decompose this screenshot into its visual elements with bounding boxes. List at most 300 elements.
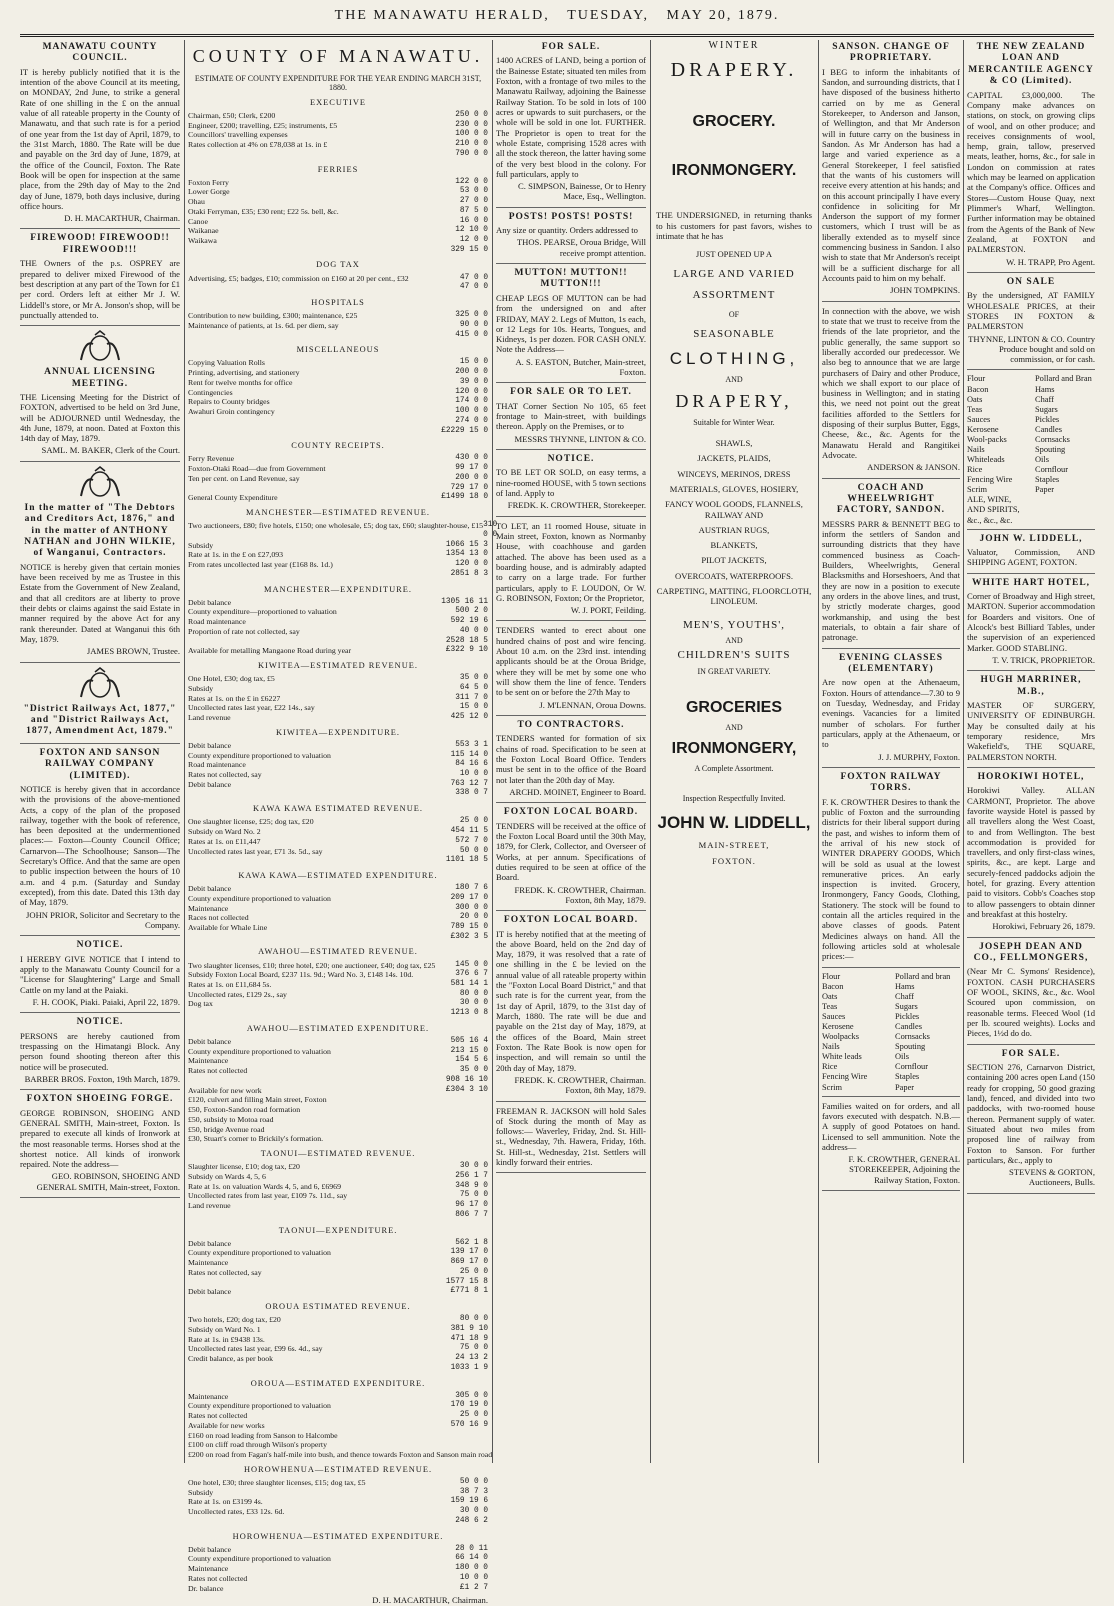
ledger-row xyxy=(188,607,488,617)
ad-heading: FOXTON SHOEING FORGE. xyxy=(26,1094,174,1105)
liddell-intro: THE UNDERSIGNED, in returning thanks to his customers for past favors, wishes to intimate that he has xyxy=(656,210,812,241)
ledger-row xyxy=(188,713,488,723)
winter-label: WINTER xyxy=(708,40,760,51)
ledger-amount: 763 12 7 xyxy=(450,779,488,788)
list-item: Pollard and Bran xyxy=(1035,374,1092,384)
ledger-item: Printing, advertising, and stationery xyxy=(188,368,300,378)
ledger-item: Waikawa xyxy=(188,236,217,246)
ad-heading: NOTICE. xyxy=(76,1017,124,1028)
liddell-name: JOHN W. LIDDELL, xyxy=(657,813,811,833)
ledger-row xyxy=(188,856,488,866)
ad-body: TO LET, an 11 roomed House, situate in Main street, Foxton, known as Normanby House, with coachhouse and garden attached. The above has been used as a boarding house, and is admirably adapted to carry on a large trade. For further particulars, apply to F. LOUDON, Or W. G. ROBINSON, Foxton; Or the Proprietor, xyxy=(496,520,646,603)
ad-signature: D. H. MACARTHUR, Chairman. xyxy=(64,213,180,224)
wholesale-list xyxy=(822,972,960,1093)
ledger-amount: £2229 15 0 xyxy=(441,426,488,435)
ledger-amount: 12 0 0 xyxy=(459,236,488,245)
list-item: Hams xyxy=(1035,384,1055,394)
advertisement xyxy=(822,1101,960,1192)
ledger-section-title: MISCELLANEOUS xyxy=(296,345,380,355)
ledger-row xyxy=(188,827,488,837)
list-item: Woolpacks xyxy=(822,1032,860,1042)
childrens-suits: CHILDREN'S SUITS xyxy=(677,649,791,662)
ledger-item: Rate at 1s. in £9438 13s. xyxy=(188,1334,265,1344)
royal-crest-icon xyxy=(73,667,127,701)
list-item: Spouting xyxy=(1035,445,1066,454)
list-item: White leads xyxy=(822,1052,862,1062)
ledger-item: Maintenance xyxy=(188,903,229,913)
ad-signature: J. M'LENNAN, Oroua Downs. xyxy=(539,699,646,710)
ad-body: IT is hereby publicly notified that it is the intention of the above Council at its meeting, on MONDAY, 2nd June, to strike a general Rate of one shilling in the £ on the annual value of all rateable property in the County of Manawatu, and that such rate is for a period of one year from the 1st day of April, 1879, to the 31st March, 1880. The Rate will be due and payable on the 3rd day of June, 1879, at the office of the Council, Foxton. The Rate Book will be open for inspection at the same place, from the 29th day of May to the 2nd day of June, 1879, both days inclusive, during office hours. xyxy=(20,66,180,211)
ledger-amount: 300 0 0 xyxy=(455,903,488,912)
ad-heading: FOR SALE. xyxy=(541,42,601,52)
ledger-item: Debit balance xyxy=(188,779,232,789)
ledger-section-title: MANCHESTER—EXPENDITURE. xyxy=(264,584,412,594)
ledger-amount: 35 0 0 xyxy=(459,1066,488,1075)
ledger-item: Debit balance xyxy=(188,740,232,750)
list-item: Oats xyxy=(967,394,983,404)
ledger-amount: 230 0 0 xyxy=(455,120,488,129)
ledger-row xyxy=(188,378,488,388)
ad-body: 1400 ACRES of LAND, being a portion of the Bainesse Estate; situated ten miles from Foxton, with a frontage of two miles to the Manawatu Railway, adjoining the Bainesse Railway Station. To be sold in lots of 100 acres or upwards to suit purchasers, or the whole will be sold in one lot. FURTHER. The Proprietor is open to treat for the whole Estate, comprising 1528 acres with all the stock thereon, the latter having some of the very best blood in the colony. For full particulars, apply to xyxy=(496,55,646,179)
ledger-section-title: FERRIES xyxy=(317,164,359,174)
advertisement xyxy=(20,940,180,1013)
ledger-section-title: EXECUTIVE xyxy=(310,97,366,107)
ledger-row xyxy=(188,674,488,684)
advertisement xyxy=(496,454,646,517)
and-label: AND xyxy=(725,375,743,385)
ledger-amount: 200 0 0 xyxy=(455,473,488,482)
drapery-item: CARPETING, MATTING, FLOORCLOTH, LINOLEUM. xyxy=(656,586,812,607)
ledger-amount xyxy=(436,1115,488,1125)
ledger-item xyxy=(188,331,436,341)
ledger-amount: 310 0 0 xyxy=(483,521,498,539)
ledger-row xyxy=(188,637,488,647)
ledger-row xyxy=(188,837,488,847)
ad-signature: W. H. TRAPP, Pro Agent. xyxy=(1006,256,1095,267)
ledger-section-title: AWAHOU—ESTIMATED REVENUE. xyxy=(258,947,418,957)
county-title: COUNTY OF MANAWATU. xyxy=(192,46,484,66)
ledger-amount: 99 17 0 xyxy=(455,464,488,473)
ledger-item: Subsidy xyxy=(188,1487,214,1497)
ad-signature: A. S. EASTON, Butcher, Main-street, Foxton. xyxy=(515,356,646,378)
ledger-row xyxy=(188,1009,488,1019)
advertisement xyxy=(496,387,646,450)
ledger-amount: 100 0 0 xyxy=(455,407,488,416)
ledger-amount: 789 15 0 xyxy=(450,922,488,931)
ledger-row xyxy=(188,1488,488,1498)
ledger xyxy=(188,97,498,1593)
advertisement xyxy=(967,534,1095,574)
masthead xyxy=(20,8,1094,37)
ledger-amount: £771 8 1 xyxy=(450,1287,488,1296)
column-6 xyxy=(967,40,1095,1463)
ledger-item: County expenditure proportioned to valuation xyxy=(188,750,331,760)
ledger-item: Subsidy xyxy=(188,540,214,550)
ledger-item xyxy=(188,150,436,160)
ledger-item: Rates at 1s. on the £ in £6227 xyxy=(188,693,281,703)
ad-heading: FOXTON LOCAL BOARD. xyxy=(503,807,639,818)
drapery-item: PILOT JACKETS, xyxy=(701,555,767,566)
ad-heading: SANSON. CHANGE OF PROPRIETARY. xyxy=(832,42,950,64)
ledger-item: Foxton-Otaki Road—due from Government xyxy=(188,464,326,474)
ledger-amount: 500 2 0 xyxy=(455,607,488,616)
winter-wear: Suitable for Winter Wear. xyxy=(693,418,775,428)
drapery-item: SHAWLS, xyxy=(715,437,753,448)
ledger-item: Rate at 1s. in the £ on £27,093 xyxy=(188,550,284,560)
ledger-amount: 200 0 0 xyxy=(455,368,488,377)
ledger-row xyxy=(188,904,488,914)
ledger-item: Land revenue xyxy=(188,713,231,722)
royal-crest-icon xyxy=(73,330,127,364)
ledger-amount: 28 0 11 xyxy=(455,1544,488,1553)
ledger-row xyxy=(188,1095,488,1105)
ledger-item: Subsidy Foxton Local Board, £237 11s. 9d.; Ward No. 3, £148 14s. 10d. xyxy=(188,970,414,980)
ledger-item: Subsidy on Ward No. 2 xyxy=(188,827,261,837)
list-item: Flour xyxy=(967,374,986,384)
ad-body: TO BE LET OR SOLD, on easy terms, a nine-roomed HOUSE, with 5 town sections of land. Apply to xyxy=(496,467,646,499)
list-item: Spouting xyxy=(895,1042,926,1052)
groceries-heading: GROCERIES xyxy=(685,699,782,717)
ledger-row xyxy=(188,1105,488,1115)
list-item: Sugars xyxy=(1035,404,1058,414)
ledger-row xyxy=(188,598,488,608)
ledger-item: Debit balance xyxy=(188,884,232,894)
list-item: Oils xyxy=(895,1052,909,1062)
ledger-row xyxy=(188,627,488,637)
ledger-amount: 20 0 0 xyxy=(459,913,488,922)
ledger-row xyxy=(188,694,488,704)
column-liddell-advert xyxy=(654,40,814,1463)
ledger-row xyxy=(188,358,488,368)
drapery-item: JACKETS, PLAIDS, xyxy=(697,453,771,464)
ledger-amount: 2851 8 3 xyxy=(450,569,488,578)
ledger-item: Available for new work xyxy=(188,1085,262,1095)
ledger-section-title: COUNTY RECEIPTS. xyxy=(291,441,385,451)
advertisement xyxy=(20,233,180,326)
masthead-paper: THE MANAWATU HERALD, xyxy=(334,8,550,23)
ledger-row xyxy=(188,187,488,197)
ledger-row xyxy=(188,1278,488,1288)
ledger-section-title: AWAHOU—ESTIMATED EXPENDITURE. xyxy=(246,1023,430,1033)
list-item: Staples xyxy=(1035,475,1060,485)
ledger-row xyxy=(188,493,488,503)
ledger-item: £160 on road leading from Sanson to Halcombe xyxy=(188,1430,338,1440)
ad-body: Valuator, Commission, AND SHIPPING AGENT, FOXTON. xyxy=(967,547,1095,568)
ledger-item: County expenditure proportioned to valuation xyxy=(188,1554,331,1564)
ad-signature: THOS. PEARSE, Oroua Bridge, Will receive prompt attention. xyxy=(516,237,646,258)
ledger-item: Rate at 1s. on valuation Wards 4, 5, and 6, £6969 xyxy=(188,1181,341,1191)
ledger-section-title: MANCHESTER—ESTIMATED REVENUE. xyxy=(246,508,430,518)
advertisement xyxy=(20,748,180,937)
ledger-item: Maintenance xyxy=(188,1258,229,1268)
ledger-row xyxy=(188,1172,488,1182)
list-item: Oats xyxy=(822,991,838,1001)
ledger-item xyxy=(188,1278,436,1288)
ledger-amount: 174 0 0 xyxy=(455,397,488,406)
ledger-item: £50, bridge Avenue road xyxy=(188,1124,265,1134)
ledger-item: Maintenance xyxy=(188,1564,229,1574)
ad-body: NOTICE is hereby given that in accordance with the provisions of the above-mentioned Acts, a copy of the plan of the proposed railway, together with the book of reference, has been deposited at the undermentioned places:— Foxton—County Council Office; Carnarvon—The Schoolhouse; Sanson—The Secretary's Office. And that the same are open to public inspection between the hours of 10 a.m. and 4 p.m. (Saturday and Sunday excepted), from this date. Dated this 13th day of May, 1879. xyxy=(20,783,180,908)
ad-heading: COACH AND WHEELWRIGHT FACTORY, SANDON. xyxy=(836,482,946,516)
list-item: Sauces xyxy=(822,1011,846,1021)
ledger-item: Ten per cent. on Land Revenue, say xyxy=(188,473,300,483)
foxton-label: FOXTON. xyxy=(712,856,756,867)
ledger-amount: 869 17 0 xyxy=(450,1258,488,1267)
ledger-row xyxy=(188,397,488,407)
ledger-row xyxy=(188,464,488,474)
advertisement xyxy=(496,720,646,803)
ledger-amount: 35 0 0 xyxy=(459,674,488,683)
ledger-section-title: OROUA—ESTIMATED EXPENDITURE. xyxy=(250,1378,426,1388)
and-label-2: AND xyxy=(725,635,743,645)
ledger-amount: 570 16 9 xyxy=(450,1420,488,1429)
ledger-item: £30, Stuart's corner to Brickily's formation. xyxy=(188,1134,324,1144)
ledger-row xyxy=(188,1047,488,1057)
ad-signature: F. H. COOK, Piaki. Paiaki, April 22, 1879. xyxy=(32,996,180,1007)
ledger-row xyxy=(188,1056,488,1066)
ledger-row xyxy=(188,1182,488,1192)
ledger-amount: 10 0 0 xyxy=(459,770,488,779)
ledger-amount: 139 17 0 xyxy=(450,1248,488,1257)
ad-heading: TO CONTRACTORS. xyxy=(517,719,625,730)
ad-heading: POSTS! POSTS! POSTS! xyxy=(508,211,634,222)
ledger-item: Two slaughter licenses, £10; three hotel, £20; one auctioneer, £40; dog tax, £25 xyxy=(188,960,436,970)
ledger-item: Maintenance xyxy=(188,1056,229,1066)
ledger-amount: 75 0 0 xyxy=(459,1344,488,1353)
ledger-item: Uncollected rates last year, £99 6s. 4d., say xyxy=(188,1344,323,1354)
ledger-row xyxy=(188,1431,488,1441)
ledger-section-title: HOSPITALS xyxy=(311,298,365,308)
ledger-item xyxy=(188,1211,436,1221)
ad-signature: C. SIMPSON, Bainesse, Or to Henry Mace, Esq., Wellington. xyxy=(518,181,646,202)
ledger-item: £120, culvert and filling Main street, Foxton xyxy=(188,1095,327,1105)
ledger-amount: 50 0 0 xyxy=(459,1477,488,1486)
ledger-row xyxy=(188,1497,488,1507)
ad-body: TENDERS wanted to erect about one hundred chains of post and wire fencing. About 10 a.m. on the 23rd inst. intending applicants should be at the Oroua Bridge, where they will be met by some one who will show them the line of fence. Tenders to be sent on or before the 27th May to xyxy=(496,625,646,698)
ledger-item: Rate at 1s. on £3199 4s. xyxy=(188,1497,263,1507)
ad-heading: FOR SALE. xyxy=(1001,1048,1061,1059)
ledger-item xyxy=(188,417,436,427)
ledger-section-title: TAONUI—EXPENDITURE. xyxy=(278,1225,398,1235)
ledger-item: Two auctioneers, £80; five hotels, £150; one wholesale, £5; dog tax, £60; slaughter-house, £15 xyxy=(188,521,484,531)
ledger-section-title: DOG TAX xyxy=(316,260,360,270)
ledger-item: Engineer, £200; travelling, £25; instruments, £5 xyxy=(188,120,338,130)
column-rule xyxy=(963,40,964,1463)
ledger-amount: £1 2 7 xyxy=(459,1583,488,1592)
ledger-row xyxy=(188,521,498,540)
ledger-amount: 30 0 0 xyxy=(459,1162,488,1171)
ledger-row xyxy=(188,760,488,770)
ledger-amount: 120 0 0 xyxy=(455,387,488,396)
ledger-row xyxy=(188,197,488,207)
ledger-amount: 122 0 0 xyxy=(455,177,488,186)
ledger-row xyxy=(188,1392,488,1402)
ad-heading: FOR SALE OR TO LET. xyxy=(510,387,632,398)
ledger-item: Road maintenance xyxy=(188,617,246,627)
advertisement xyxy=(20,1094,180,1198)
ledger-amount: 1354 13 0 xyxy=(445,550,488,559)
ad-signature: FREDK. K. CROWTHER, Chairman. Foxton, 8th May, 1879. xyxy=(514,1074,646,1096)
ledger-amount xyxy=(436,1125,488,1135)
ad-body: Corner of Broadway and High street, MARTON. Superior accommodation for Boarders and visitors. One of Alcock's best Billiard Tables, under the supervision of an experienced Marker. GOOD STABLING. xyxy=(967,591,1095,653)
ledger-section-title: TAONUI—ESTIMATED REVENUE. xyxy=(260,1149,416,1159)
ad-body: In connection with the above, we wish to state that we trust to receive from the friends of the late proprietor, and the public generally, the same support so liberally accorded our predecessor. We also beg to announce that we are large purchasers of Dairy and other Produce, which we shall export to our place of business in Wellington; and in stating this, we need not point out the great facilities afforded to the Settlers for disposing of their surplus Butter, Eggs, Cheese, &c., &c. Agents for the Manawatu Herald and Rangitikei Advocate. xyxy=(822,305,960,461)
grocery-heading: GROCERY. xyxy=(692,113,776,130)
ledger-row xyxy=(188,207,488,217)
ledger-amount: 2528 18 5 xyxy=(445,636,488,645)
ledger-row xyxy=(188,217,488,227)
inspection-invited: Inspection Respectfully Invited. xyxy=(682,793,786,803)
ledger-amount: 430 0 0 xyxy=(455,454,488,463)
ledger-amount: 415 0 0 xyxy=(455,330,488,339)
ledger-section-title: OROUA ESTIMATED REVENUE. xyxy=(265,1302,411,1312)
ledger-amount: 90 0 0 xyxy=(459,320,488,329)
ledger-item xyxy=(188,637,436,647)
ledger-row xyxy=(188,751,488,761)
ledger-row xyxy=(188,970,488,980)
great-variety: IN GREAT VARIETY. xyxy=(697,666,771,676)
ledger-item: Uncollected rates last year, £71 3s. 5d., say xyxy=(188,846,323,856)
ledger-item: Credit balance, as per book xyxy=(188,1354,274,1364)
ledger-item: Maintenance xyxy=(188,1391,229,1401)
ledger-row xyxy=(188,130,488,140)
ledger-row xyxy=(188,246,488,256)
ledger-amount: 12 10 0 xyxy=(455,226,488,235)
ledger-amount: 180 0 0 xyxy=(455,1564,488,1573)
ledger-amount xyxy=(436,1095,488,1105)
ledger-item: Contingencies xyxy=(188,387,233,397)
ledger-amount: £1499 18 0 xyxy=(441,493,488,502)
ironmongery-heading-2: IRONMONGERY, xyxy=(671,740,797,758)
ledger-amount: 47 0 0 xyxy=(459,283,488,292)
ledger-item: Dog tax xyxy=(188,999,213,1009)
ledger-item: County expenditure—proportioned to valuation xyxy=(188,607,337,617)
ledger-item: Rates not collected, say xyxy=(188,770,262,780)
ad-body: THE Licensing Meeting for the District of FOXTON, advertised to be held on 3rd June, will be ADJOURNED until Wednesday, the 4th June, 1879, at noon. Dated at Foxton this 14th day of May, 1879. xyxy=(20,391,180,444)
advertisement xyxy=(822,306,960,479)
ledger-item: Advertising, £5; badges, £10; commission on £160 at 20 per cent., £32 xyxy=(188,273,409,283)
ledger-amount: 84 16 6 xyxy=(455,760,488,769)
ad-heading: MANAWATU COUNTY COUNCIL. xyxy=(42,42,158,64)
ledger-amount xyxy=(436,1134,488,1144)
ledger-row xyxy=(188,1211,488,1221)
ledger-row xyxy=(188,1037,488,1047)
list-item: Cornflour xyxy=(1035,465,1069,475)
ledger-amount: 25 0 0 xyxy=(459,817,488,826)
ledger-amount: 39 0 0 xyxy=(459,377,488,386)
royal-crest-icon xyxy=(73,466,127,500)
ledger-item: Subsidy on Wards 4, 5, 6 xyxy=(188,1171,266,1181)
ledger-item: Subsidy xyxy=(188,683,214,693)
ledger-amount: 329 15 0 xyxy=(450,245,488,254)
ledger-amount: 790 0 0 xyxy=(455,149,488,158)
ad-heading: HOROKIWI HOTEL, xyxy=(977,771,1085,782)
large-varied: LARGE AND VARIED xyxy=(673,267,795,280)
ledger-row xyxy=(188,1248,488,1258)
ledger-item: Slaughter license, £10; dog tax, £20 xyxy=(188,1162,300,1172)
ledger-amount: 1577 15 8 xyxy=(445,1277,488,1286)
ledger-item: £200 on road from Fagan's half-mile into bush, and thence towards Foxton and Sanson main road xyxy=(188,1450,493,1460)
advertisement xyxy=(496,915,646,1101)
ledger-amount: 209 17 0 xyxy=(450,893,488,902)
ledger-row xyxy=(188,1076,488,1086)
ledger-row xyxy=(188,560,488,570)
ledger-item: Lower Gorge xyxy=(188,187,230,197)
column-1 xyxy=(20,40,180,1463)
ad-signature: THYNNE, LINTON & CO. Country Produce bought and sold on commission, or for cash. xyxy=(968,333,1095,365)
ledger-row xyxy=(188,933,488,943)
advertisement xyxy=(496,1106,646,1174)
ad-body: Families waited on for orders, and all favors executed with despatch. N.B.—A supply of good Potatoes on hand. Licensed to sell ammunition. Note the address— xyxy=(822,1100,960,1152)
advertisement xyxy=(822,42,960,302)
ledger-amount: 50 0 0 xyxy=(459,846,488,855)
drapery-heading: DRAPERY. xyxy=(670,59,798,81)
ledger-row xyxy=(188,894,488,904)
ledger-amount: 25 0 0 xyxy=(459,1267,488,1276)
ad-signature: JOHN TOMPKINS. xyxy=(890,285,960,296)
ledger-amount: 592 19 6 xyxy=(450,617,488,626)
ledger-row xyxy=(188,884,488,894)
clothing-heading: CLOTHING, xyxy=(669,348,799,368)
ledger-amount: 100 0 0 xyxy=(455,130,488,139)
just-opened: JUST OPENED UP A xyxy=(695,249,773,260)
ledger-amount: 47 0 0 xyxy=(459,273,488,282)
ledger-item: Debit balance xyxy=(188,597,232,607)
ad-heading: FIREWOOD! FIREWOOD!! FIREWOOD!!! xyxy=(30,233,170,255)
ledger-item: £100 on cliff road through Wilson's property xyxy=(188,1440,327,1450)
ledger-row xyxy=(188,550,488,560)
ledger-amount: 505 16 4 xyxy=(450,1037,488,1046)
column-rule xyxy=(818,40,819,1463)
ledger-amount: 145 0 0 xyxy=(455,960,488,969)
ledger-row xyxy=(188,1125,488,1135)
ledger-amount: 338 0 7 xyxy=(455,789,488,798)
advertisement xyxy=(822,772,960,968)
ledger-row xyxy=(188,121,488,131)
complete-assortment: A Complete Assortment. xyxy=(694,764,774,774)
ledger-row xyxy=(188,684,488,694)
list-item: Chaff xyxy=(895,991,914,1001)
ledger-amount: 454 11 5 xyxy=(450,827,488,836)
ledger-row xyxy=(188,1086,488,1096)
ledger-row xyxy=(188,484,488,494)
ironmongery-heading: IRONMONGERY. xyxy=(671,162,797,180)
advertisement xyxy=(967,675,1095,768)
ledger-item: Ohau xyxy=(188,197,205,207)
ledger-row xyxy=(188,741,488,751)
ledger-row xyxy=(188,331,488,341)
ledger-item: Proportion of rate not collected, say xyxy=(188,626,300,636)
list-item: Chaff xyxy=(1035,394,1054,404)
ledger-item: Repairs to County bridges xyxy=(188,397,270,407)
ledger-row xyxy=(188,980,488,990)
ad-signature: ARCHD. MOINET, Engineer to Board. xyxy=(509,786,646,797)
ledger-row xyxy=(188,226,488,236)
ad-body: (Near Mr C. Symons' Residence), FOXTON. CASH PURCHASERS OF WOOL, SKINS, &c., &c. Wool Scoured upon commission, on reasonable terms. Fleeced Wool (1d per lb. scoured weights). Locks and Pieces, 1½d do do. xyxy=(967,966,1095,1039)
ledger-row xyxy=(188,617,488,627)
advertisement xyxy=(496,268,646,383)
advertisement xyxy=(967,942,1095,1045)
ledger-item: Races not collected xyxy=(188,913,249,923)
list-item: Sugars xyxy=(895,1001,918,1011)
ledger-amount: £302 3 5 xyxy=(450,932,488,941)
ledger-amount: 274 0 0 xyxy=(455,416,488,425)
ledger-amount: 311 7 0 xyxy=(455,693,488,702)
ledger-amount xyxy=(436,1105,488,1115)
ad-body: SECTION 276, Carnarvon District, containing 200 acres open Land (150 ready for cropping, 50 good grazing land), fenced, and divided into two paddocks, with two-roomed house thereon. Permanent supply of water. Situated about two miles from proposed line of railway from Foxton to Sanson. For further particulars, &c., apply to xyxy=(967,1062,1095,1165)
ledger-amount: 24 13 2 xyxy=(455,1354,488,1363)
ledger-row xyxy=(188,1344,488,1354)
